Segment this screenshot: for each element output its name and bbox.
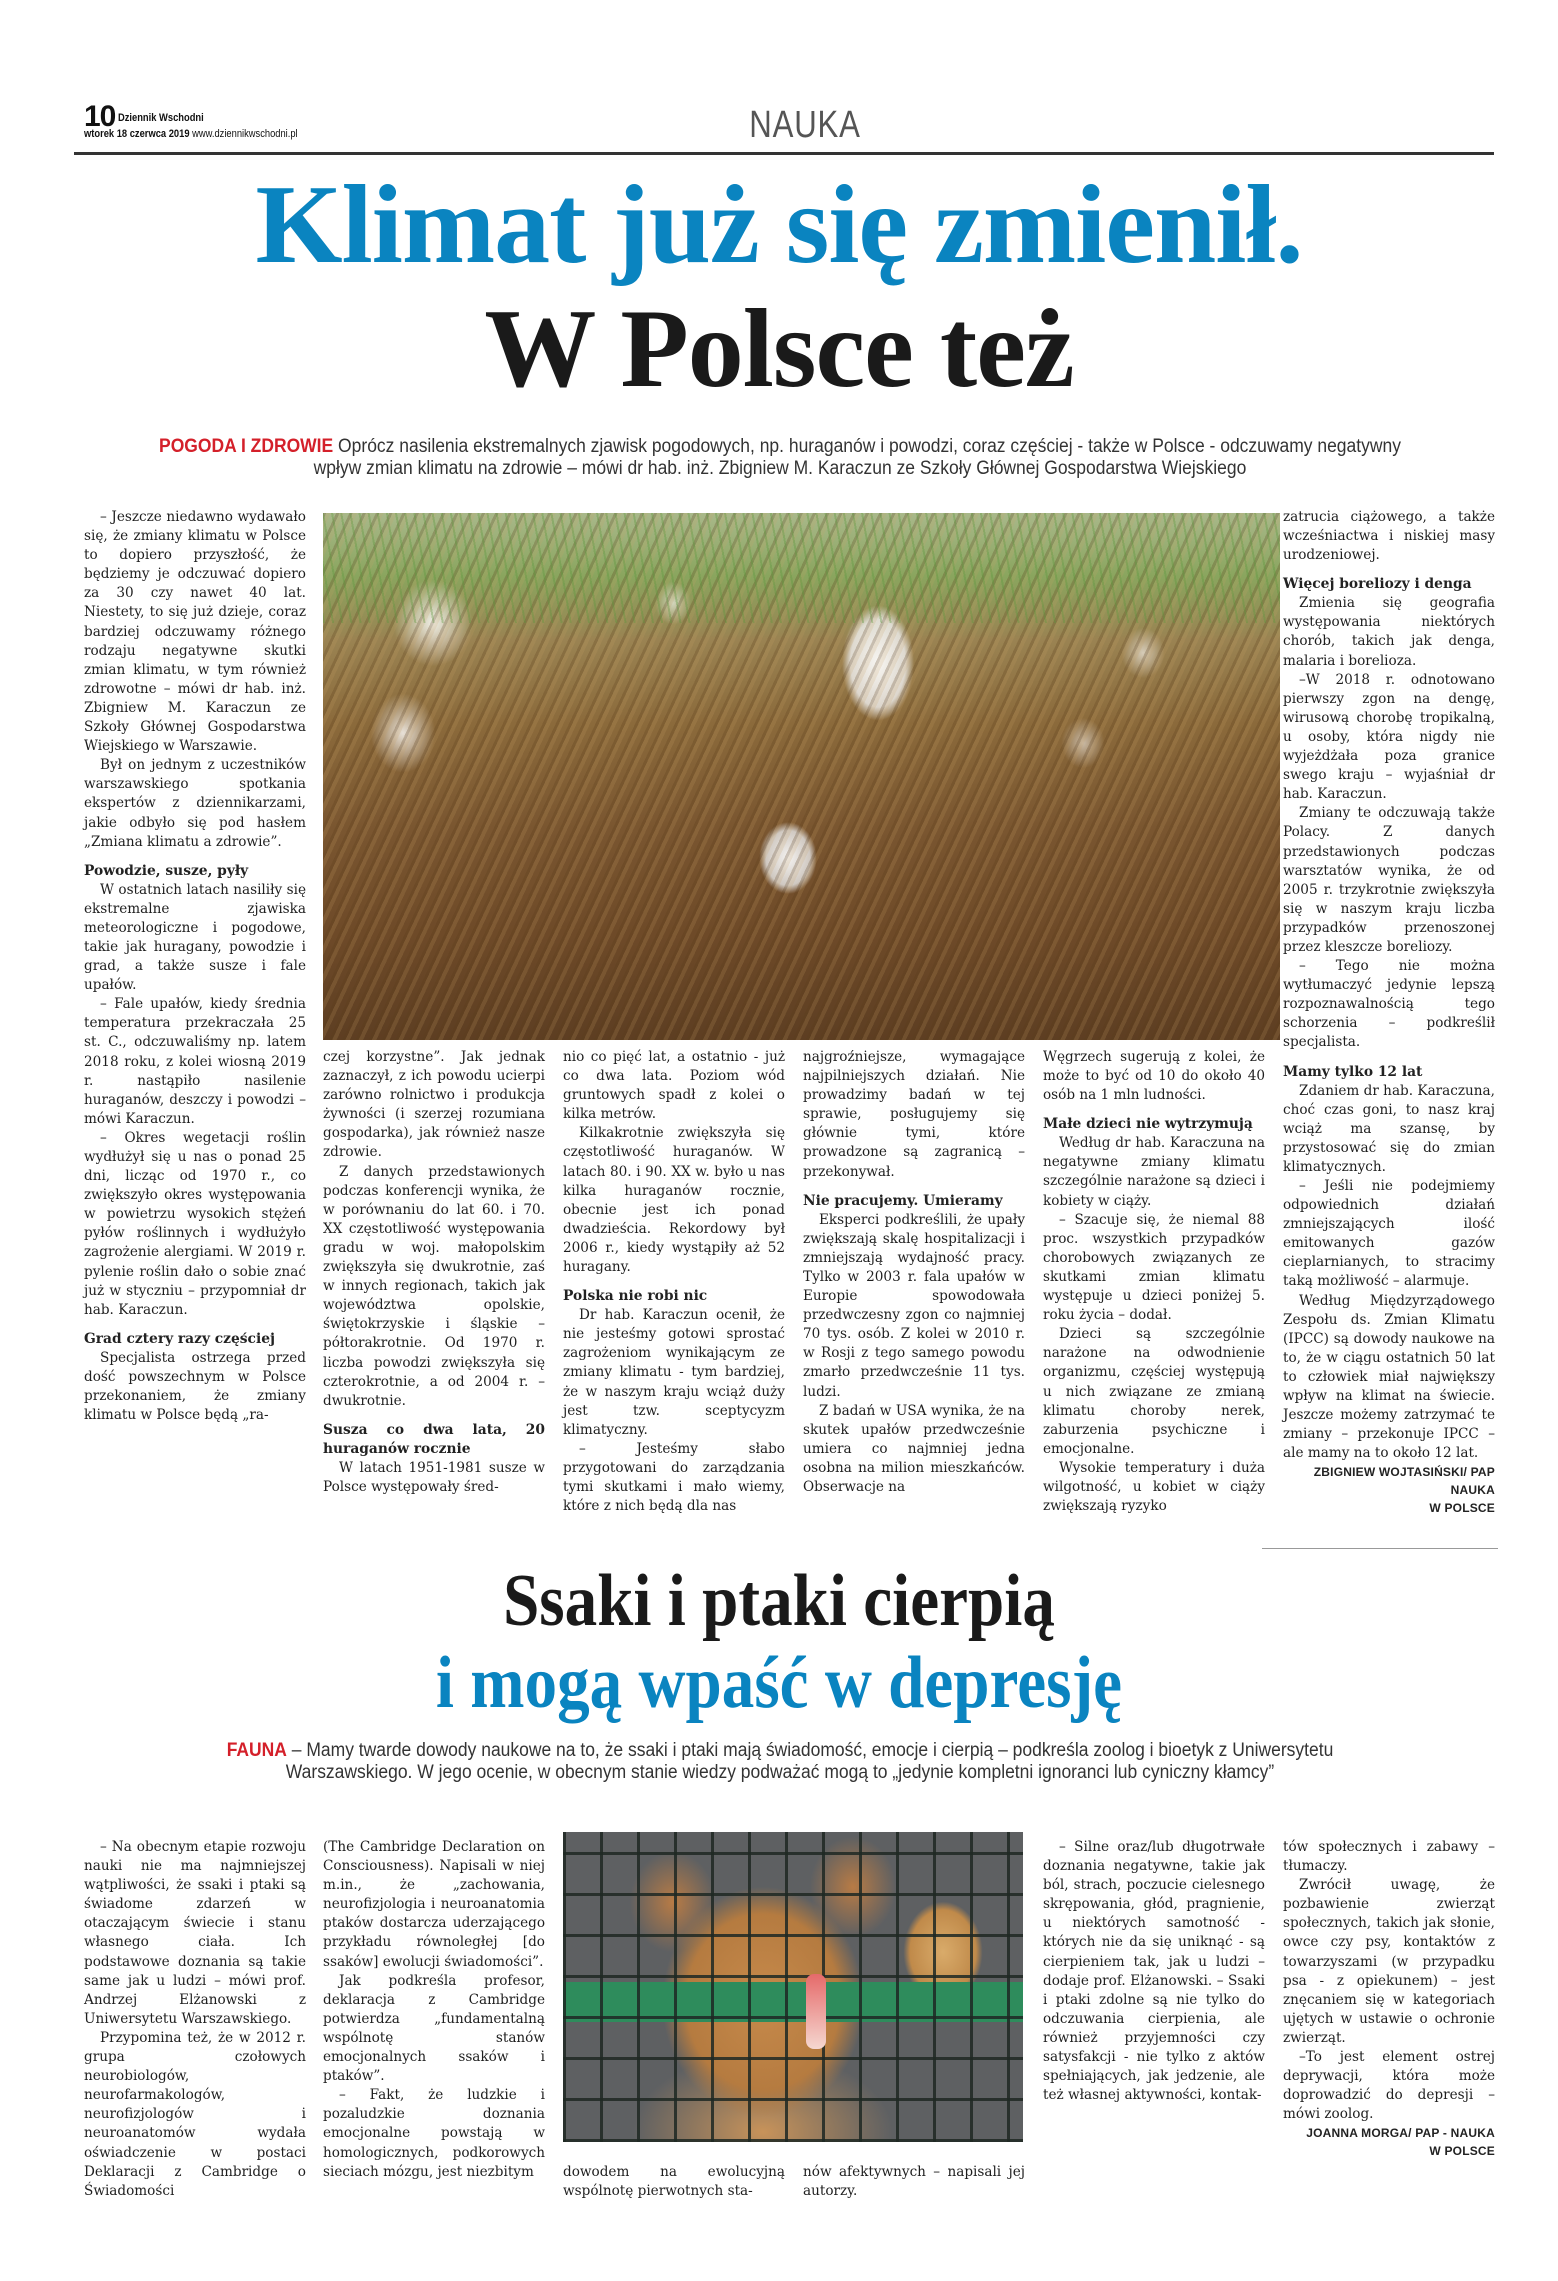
paragraph: W latach 1951-1981 susze w Polsce występowały śred- — [323, 1459, 545, 1495]
article2-column-2 — [323, 1838, 545, 2182]
paragraph: nio co pięć lat, a ostatnio - już co dwa lata. Poziom wód gruntowych spadł z kolei o kilka metrów. — [563, 1049, 785, 1123]
paragraph: – Silne oraz/lub długotrwałe doznania negatywne, takie jak ból, strach, poczucie cielesnego skrępowania, głód, pragnienie, u niektórych samotność - których nie da się uniknąć - są cierpieniem tak, jak u ludzi – dodaje prof. Elżanowski. – Ssaki i ptaki zdolne są nie tylko do odczuwania cierpienia, ale również przyjemności czy satysfakcji - nie tylko z aktów spełniających, jak jedzenie, ale też własnej aktywności, kontak- — [1043, 1839, 1265, 2104]
article2-byline — [1283, 2124, 1495, 2160]
paragraph: Eksperci podkreślili, że upały zwiększają skalę hospitalizacji i zmniejszają wydajność pracy. Tylko w 2003 r. fala upałów w Europie spowodowała przedwczesny zgon co najmniej 70 tys. osób. Z kolei w 2010 r. w Rosji z tego samego powodu zmarło przedwcześnie 11 tys. ludzi. — [803, 1211, 1025, 1400]
article1-lead-text: Oprócz nasilenia ekstremalnych zjawisk pogodowych, np. huraganów i powodzi, coraz częściej - także w Polsce - odczuwamy negatywny wpływ zmian klimatu na zdrowie – mówi dr hab. inż. Zbigniew M. Karaczun ze Szkoły Głównej Gospodarstwa Wiejskiego — [313, 436, 1401, 479]
section-title: NAUKA — [749, 104, 861, 146]
subheading: Powodzie, susze, pyły — [84, 862, 249, 879]
byline-author: JOANNA MORGA/ PAP - NAUKA — [1306, 2126, 1495, 2141]
paragraph: Kilkakrotnie zwiększyła się częstotliwość huraganów. W latach 80. i 90. XX w. było u nas kilka huraganów rocznie, obecnie jest ich ponad dwadzieścia. Rekordowy był 2006 r., kiedy wystąpiły aż 52 huragany. — [563, 1125, 785, 1276]
article1-headline-line1: Klimat już się zmienił. — [255, 163, 1303, 287]
byline-source: W POLSCE — [1429, 2144, 1495, 2159]
paragraph: Jak podkreśla profesor, deklaracja z Cambridge potwierdza „fundamentalną wspólnotę stanów emocjonalnych ssaków i ptaków”. — [323, 1972, 545, 2085]
paragraph: czej korzystne”. Jak jednak zaznaczył, z ich powodu ucierpi zarówno rolnictwo i produkcja żywności (i szerzej rozumiana gospodarka), jak również nasze zdrowie. — [323, 1049, 545, 1161]
paragraph: najgroźniejsze, wymagające najpilniejszych działań. Nie prowadzimy badań w tej sprawie, posługujemy się głównie tymi, które prowadzone są zagranicą – przekonywał. — [803, 1049, 1025, 1180]
paragraph: – Tego nie można wytłumaczyć jedynie lepszą rozpoznawalnością tego schorzenia – podkreślił specjalista. — [1283, 958, 1495, 1051]
byline-source: W POLSCE — [1429, 1501, 1495, 1516]
dateline — [84, 128, 298, 140]
paragraph: Przypomina też, że w 2012 r. grupa czołowych neurobiologów, neurofarmakologów, neurofizjologów i neuroanatomów wydała oświadczenie w postaci Deklaracji z Cambridge o Świadomości — [84, 2029, 306, 2199]
page-number: 10 — [84, 100, 116, 133]
paragraph: –To jest element ostrej deprywacji, która może doprowadzić do depresji – mówi zoolog. — [1283, 2049, 1495, 2123]
paragraph: Specjalista ostrzega przed dość powszechnym w Polsce przekonaniem, że zmiany klimatu w Polsce będą „ra- — [84, 1349, 306, 1424]
article1-column-1 — [84, 508, 306, 1425]
issue-date: wtorek 18 czerwca 2019 — [84, 128, 190, 140]
subheading: Małe dzieci nie wytrzymują — [1043, 1116, 1253, 1133]
paragraph: nów afektywnych – napisali jej autorzy. — [803, 2164, 1025, 2200]
hail-photo — [323, 513, 1280, 1040]
article2-headline-line1: Ssaki i ptaki cierpią — [503, 1560, 1055, 1642]
paper-url[interactable]: www.dziennikwschodni.pl — [192, 128, 298, 140]
article2-column-1 — [84, 1838, 306, 2201]
article2-column-5 — [1043, 1838, 1265, 2105]
article2-column-6 — [1283, 1838, 1495, 2160]
article1-kicker: POGODA I ZDROWIE — [159, 436, 334, 457]
article2-column-4 — [803, 2163, 1025, 2201]
paragraph: Z danych przedstawionych podczas konferencji wynika, że w porównaniu do lat 60. i 70. XX częstotliwość występowania gradu w woj. małopolskim zwiększyła się dwukrotnie, zaś w innych regionach, takich jak województwa opolskie, świętokrzyskie i śląskie – półtorakrotnie. Od 1970 r. liczba powodzi zwiększyła się czterokrotnie, a od 2004 r. – dwukrotnie. — [323, 1163, 545, 1409]
paragraph: Według Międzyrządowego Zespołu ds. Zmian Klimatu (IPCC) są dowody naukowe na to, że w ciągu ostatnich 50 lat to człowiek miał największy wpływ na klimat na świecie. Jeszcze możemy zatrzymać te zmiany – przekonuje IPCC – ale mamy na to około 12 lat. — [1283, 1292, 1495, 1462]
article1-headline-line2: W Polsce też — [484, 287, 1074, 411]
article2-column-3 — [563, 2163, 785, 2201]
paragraph: zatrucia ciążowego, a także wcześniactwa i niskiej masy urodzeniowej. — [1283, 509, 1495, 564]
paper-name: Dziennik Wschodni — [118, 112, 204, 124]
article2-lead-text: – Mamy twarde dowody naukowe na to, że ssaki i ptaki mają świadomość, emocje i cierpią – podkreśla zoolog i bioetyk z Uniwersytetu Warszawskiego. W jego ocenie, w obecnym stanie wiedzy podważać mogą to „jedynie kompletni ignoranci lub cyniczny kłamcy” — [285, 1740, 1334, 1783]
article2-headline-line2: i mogą wpaść w depresję — [435, 1642, 1123, 1724]
article2-kicker: FAUNA — [226, 1740, 287, 1761]
paragraph: Według dr hab. Karaczuna na negatywne zmiany klimatu szczególnie narażone są dzieci i kobiety w ciąży. — [1043, 1135, 1265, 1209]
paragraph: tów społecznych i zabawy – tłumaczy. — [1283, 1839, 1495, 1875]
subheading: Polska nie robi nic — [563, 1288, 708, 1305]
article1-column-6 — [1283, 508, 1495, 1517]
paragraph: Węgrzech sugerują z kolei, że może to być od 10 do około 40 osób na 1 mln ludności. — [1043, 1049, 1265, 1104]
paragraph: Zmienia się geografia występowania niektórych chorób, takich jak denga, malaria i borelioza. — [1283, 595, 1495, 669]
paragraph: – Szacuje się, że niemal 88 proc. wszystkich przypadków chorobowych związanych ze skutkami zmian klimatu występuje u dzieci poniżej 5. roku życia – dodał. — [1043, 1211, 1265, 1324]
paragraph: W ostatnich latach nasiliły się ekstremalne zjawiska meteorologiczne i pogodowe, takie jak huragany, powodzie i grad, a także susze i fale upałów. — [84, 881, 306, 994]
article1-column-4 — [803, 1048, 1025, 1497]
subheading: Grad cztery razy częściej — [84, 1330, 275, 1347]
article1-byline — [1283, 1463, 1495, 1517]
paragraph: – Okres wegetacji roślin wydłużył się u nas o ponad 25 dni, licząc od 1970 r., co zwiększyło okres występowania w powietrzu wysokich stężeń pyłów roślinnych i wydłużyło zagrożenie alergiami. W 2019 r. pylenie roślin dało o sobie znać już w styczniu – przypomniał dr hab. Karaczun. — [84, 1129, 306, 1318]
paragraph: – Jeszcze niedawno wydawało się, że zmiany klimatu w Polsce to dopiero przyszłość, że będziemy je odczuwać dopiero za 30 czy nawet 40 lat. Niestety, to się już dzieje, coraz bardziej odczuwamy różnego rodzaju negatywne skutki zmian klimatu, w tym również zdrowotne – mówi dr hab. inż. Zbigniew M. Karaczun ze Szkoły Głównej Gospodarstwa Wiejskiego w Warszawie. — [84, 509, 306, 755]
paragraph: Z badań w USA wynika, że na skutek upałów przedwcześnie umiera co najmniej jedna osobna na milion mieszkańców. Obserwacje na — [803, 1402, 1025, 1495]
paragraph: Był on jednym z uczestników warszawskiego spotkania ekspertów z dziennikarzami, jakie odbyło się pod hasłem „Zmiana klimatu a zdrowie”. — [84, 757, 306, 850]
subheading: Nie pracujemy. Umieramy — [803, 1192, 1003, 1209]
paragraph: dowodem na ewolucyjną wspólnotę pierwotnych sta- — [563, 2164, 785, 2200]
paragraph: Zwrócił uwagę, że pozbawienie zwierząt społecznych, takich jak słonie, owce czy psy, kontaktów z towarzyszami (w przypadku psa - z opiekunem) – jest znęcaniem się w kategoriach ujętych w ustawie o ochronie zwierząt. — [1283, 1877, 1495, 2046]
article1-column-3 — [563, 1048, 785, 1516]
article1-lead — [154, 436, 1405, 480]
paragraph: (The Cambridge Declaration on Consciousness). Napisali w niej m.in., że „zachowania, neurofizjologia i neuroanatomia ptaków dostarcza uderzającego przykładu równoległej [do ssaków] ewolucji świadomości”. — [323, 1839, 545, 1970]
paragraph: Zmiany te odczuwają także Polacy. Z danych przedstawionych podczas warsztatów wynika, że od 2005 r. trzykrotnie zwiększyła się w naszym kraju liczba przypadków przenoszonej przez kleszcze boreliozy. — [1283, 805, 1495, 955]
header-rule — [74, 152, 1494, 155]
paragraph: – Na obecnym etapie rozwoju nauki nie ma najmniejszej wątpliwości, że ssaki i ptaki są świadome zdarzeń w otaczającym świecie i stanu własnego ciała. Ich podstawowe doznania są takie same jak u ludzi – mówi prof. Andrzej Elżanowski z Uniwersytetu Warszawskiego. — [84, 1839, 306, 2027]
subheading: Susza co dwa lata, 20 huraganów rocznie — [323, 1421, 545, 1457]
paragraph: Zdaniem dr hab. Karaczuna, choć czas goni, to nasz kraj wciąż ma szansę, by przystosować się do zmian klimatycznych. — [1283, 1082, 1495, 1175]
article1-column-2 — [323, 1048, 545, 1497]
article1-column-5 — [1043, 1048, 1265, 1516]
article-divider — [1262, 1548, 1498, 1549]
article2-lead — [164, 1740, 1397, 1784]
lion-photo — [563, 1832, 1023, 2142]
paragraph: –W 2018 r. odnotowano pierwszy zgon na dengę, wirusową chorobę tropikalną, u osoby, która nigdy nie wyjeżdżała poza granice swego kraju – wyjaśniał dr hab. Karaczun. — [1283, 671, 1495, 803]
byline-author: ZBIGNIEW WOJTASIŃSKI/ PAP NAUKA — [1313, 1465, 1495, 1498]
paragraph: – Jeśli nie podejmiemy odpowiednich działań zmniejszających ilość emitowanych gazów cieplarnianych, to stracimy taką możliwość – alarmuje. — [1283, 1178, 1495, 1290]
paragraph: Dr hab. Karaczun ocenił, że nie jesteśmy gotowi sprostać zagrożeniom wynikającym ze zmiany klimatu - tym bardziej, że w naszym kraju wciąż duży jest tzw. sceptycyzm klimatyczny. — [563, 1307, 785, 1438]
paragraph: – Jesteśmy słabo przygotowani do zarządzania tymi skutkami i mało wiemy, które z nich będą dla nas — [563, 1440, 785, 1515]
paragraph: – Fakt, że ludzkie i pozaludzkie doznania emocjonalne powstają w homologicznych, podkorowych sieciach mózgu, jest niezbitym — [323, 2087, 545, 2180]
paragraph: – Fale upałów, kiedy średnia temperatura przekraczała 25 st. C., odczuwaliśmy np. latem 2018 roku, z kolei wiosną 2019 r. nastąpiło nasilenie huraganów, deszczy i powodzi – mówi Karaczun. — [84, 996, 306, 1127]
paragraph: Dzieci są szczególnie narażone na odwodnienie organizmu, częściej występują u nich związane ze zmianą klimatu choroby nerek, zaburzenia psychiczne i emocjonalne. — [1043, 1326, 1265, 1457]
subheading: Więcej boreliozy i denga — [1283, 576, 1472, 593]
paragraph: Wysokie temperatury i duża wilgotność, u kobiet w ciąży zwiększają ryzyko — [1043, 1459, 1265, 1515]
subheading: Mamy tylko 12 lat — [1283, 1063, 1423, 1080]
